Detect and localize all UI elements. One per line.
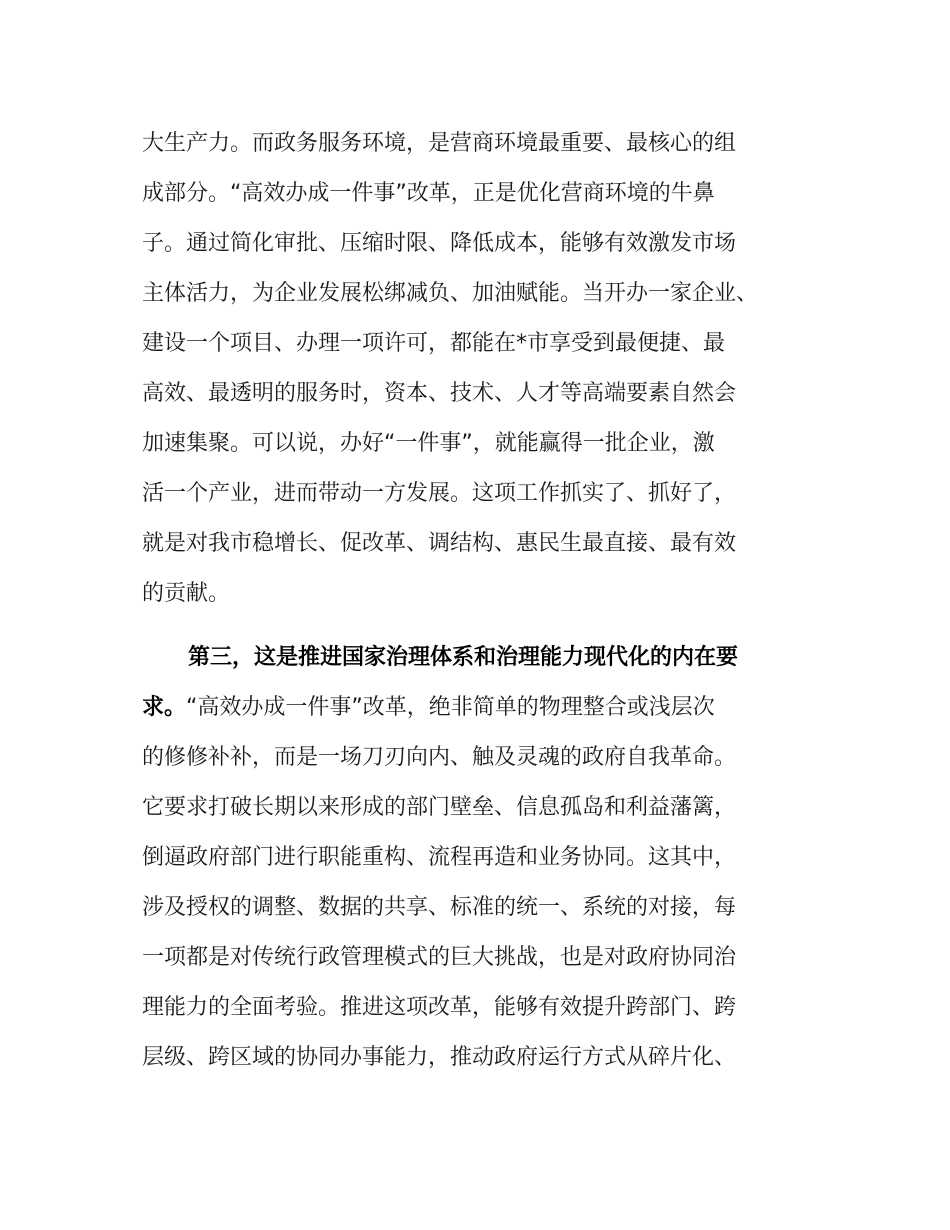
paragraph-1-line-7: 加速集聚。可以说，办好“一件事”，就能赢得一批企业，激 [142,431,715,456]
paragraph-2-line-2 [142,688,822,728]
paragraph-2-heading-end: 求。 [142,695,187,720]
paragraph-2-line-3: 的修修补补，而是一场刀刃向内、触及灵魂的政府自我革命。 [142,745,737,770]
paragraph-1-line-4: 主体活力，为企业发展松绑减负、加油赋能。当开办一家企业、 [142,281,759,306]
paragraph-1-line-3: 子。通过简化审批、压缩时限、降低成本，能够有效激发市场 [142,231,737,256]
paragraph-2-line-5: 倒逼政府部门进行职能重构、流程再造和业务协同。这其中， [142,845,737,870]
paragraph-2-line-2-text: “高效办成一件事”改革，绝非简单的物理整合或浅层次 [186,695,715,720]
paragraph-2-line-6: 涉及授权的调整、数据的共享、标准的统一、系统的对接，每 [142,895,737,920]
paragraph-2-line-4: 它要求打破长期以来形成的部门壁垒、信息孤岛和利益藩篱， [142,795,737,820]
paragraph-1-line-2: 成部分。“高效办成一件事”改革，正是优化营商环境的牛鼻 [142,181,715,206]
paragraph-2-line-7: 一项都是对传统行政管理模式的巨大挑战，也是对政府协同治 [142,945,737,970]
paragraph-1-line-10: 的贡献。 [142,581,231,606]
paragraph-1-line-1: 大生产力。而政务服务环境，是营商环境最重要、最核心的组 [142,131,737,156]
paragraph-1-line-9: 就是对我市稳增长、促改革、调结构、惠民生最直接、最有效 [142,531,737,556]
paragraph-2-line-9: 层级、跨区域的协同办事能力，推动政府运行方式从碎片化、 [142,1045,737,1070]
paragraph-1-line-5: 建设一个项目、办理一项许可，都能在*市享受到最便捷、最 [142,331,726,356]
paragraph-2-line-8: 理能力的全面考验。推进这项改革，能够有效提升跨部门、跨 [142,995,737,1020]
paragraph-1-line-8: 活一个产业，进而带动一方发展。这项工作抓实了、抓好了， [142,481,737,506]
paragraph-1-line-6: 高效、最透明的服务时，资本、技术、人才等高端要素自然会 [142,381,737,406]
paragraph-2-heading-line: 第三，这是推进国家治理体系和治理能力现代化的内在要 [188,645,739,670]
